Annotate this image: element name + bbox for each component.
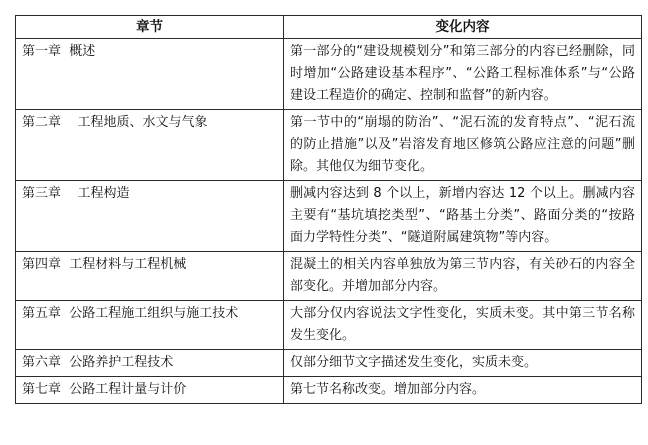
chapter-cell: 第七章 公路工程计量与计价 [16, 377, 284, 404]
table-row [16, 39, 642, 110]
table-row [16, 252, 642, 301]
content-cell: 第一部分的“建设规模划分”和第三部分的内容已经删除，同时增加“公路建设基本程序”、“公路工程标准体系”与“公路建设工程造价的确定、控制和监督”的新内容。 [284, 39, 642, 110]
chapter-cell: 第六章 公路养护工程技术 [16, 350, 284, 377]
changes-table-container [15, 15, 641, 404]
table-row [16, 110, 642, 181]
chapter-cell: 第一章 概述 [16, 39, 284, 110]
changes-table [15, 15, 642, 404]
chapter-cell: 第二章 工程地质、水文与气象 [16, 110, 284, 181]
content-cell: 仅部分细节文字描述发生变化，实质未变。 [284, 350, 642, 377]
header-chapter: 章节 [16, 16, 284, 39]
chapter-cell: 第五章 公路工程施工组织与施工技术 [16, 301, 284, 350]
content-cell: 第一节中的“崩塌的防治”、“泥石流的发育特点”、“泥石流的防止措施”以及”岩溶发育地区修筑公路应注意的问题”删除。其他仅为细节变化。 [284, 110, 642, 181]
chapter-cell: 第三章 工程构造 [16, 181, 284, 252]
chapter-cell: 第四章 工程材料与工程机械 [16, 252, 284, 301]
table-header-row [16, 16, 642, 39]
content-cell: 大部分仅内容说法文字性变化，实质未变。其中第三节名称发生变化。 [284, 301, 642, 350]
table-row [16, 301, 642, 350]
table-row [16, 377, 642, 404]
table-row [16, 350, 642, 377]
content-cell: 删减内容达到 8 个以上，新增内容达 12 个以上。删减内容主要有“基坑填挖类型”、“路基土分类”、路面分类的“按路面力学特性分类”、“隧道附属建筑物”等内容。 [284, 181, 642, 252]
header-content: 变化内容 [284, 16, 642, 39]
table-row [16, 181, 642, 252]
content-cell: 第七节名称改变。增加部分内容。 [284, 377, 642, 404]
content-cell: 混凝土的相关内容单独放为第三节内容，有关砂石的内容全部变化。并增加部分内容。 [284, 252, 642, 301]
